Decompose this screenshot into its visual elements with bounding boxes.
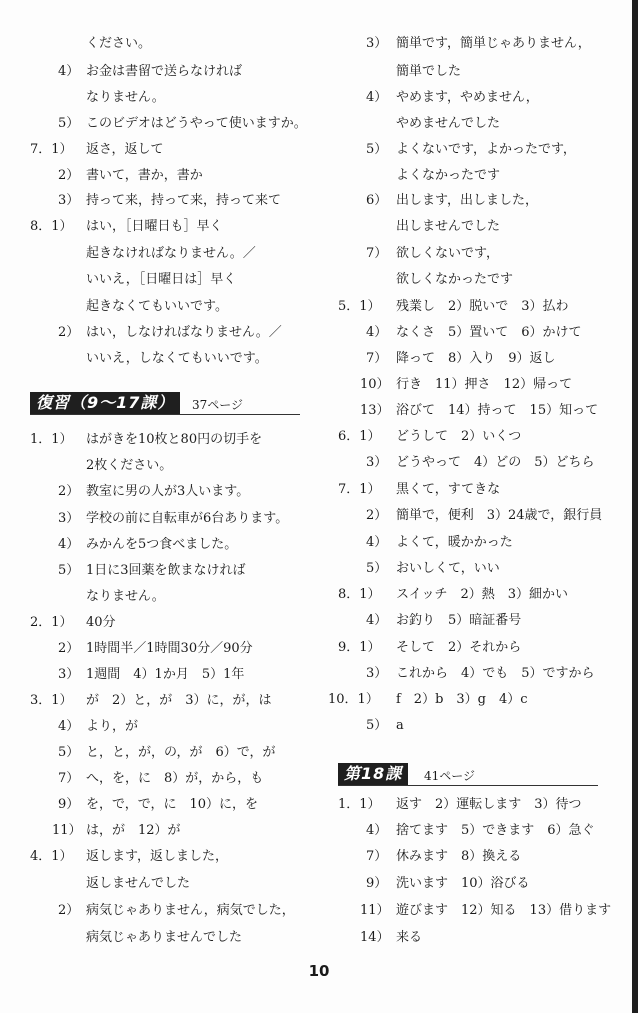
item-marker: 4） [58, 64, 80, 79]
item-marker: 1．1） [338, 797, 381, 812]
page-number: 10 [308, 962, 330, 980]
answer-line: 起きなければなりません。／ [86, 246, 256, 261]
answer-line: 返さ，返して [86, 142, 164, 157]
answer-line: 返します，返しました， [86, 849, 228, 864]
item-marker: 9） [58, 797, 80, 812]
answer-line: お釣り 5）暗証番号 [396, 613, 522, 628]
item-marker: 4） [58, 719, 80, 734]
item-marker: 2） [58, 168, 80, 183]
answer-line: 学校の前に自転車が6台あります。 [86, 511, 289, 526]
answer-line: 書いて，書か，書か [86, 168, 203, 183]
item-marker: 3．1） [30, 693, 73, 708]
answer-line: はい，［日曜日も］早く [86, 219, 223, 234]
item-marker: 4） [366, 90, 388, 105]
item-marker: 3） [58, 193, 80, 208]
answer-line: はい，しなければなりません。／ [86, 325, 282, 340]
item-marker: 4） [366, 325, 388, 340]
answer-line: 1日に3回薬を飲まなければ [86, 563, 246, 578]
item-marker: 5．1） [338, 299, 381, 314]
answer-line: 持って来，持って来，持って来て [86, 193, 282, 208]
item-marker: 4．1） [30, 849, 73, 864]
answer-line: 簡単です，簡単じゃありません， [396, 36, 591, 51]
answer-line: このビデオはどうやって使いますか。 [86, 116, 307, 131]
item-marker: 2） [58, 484, 80, 499]
answer-line: を，で，で，に 10）に，を [86, 797, 259, 812]
answer-line: 病気じゃありませんでした [86, 930, 243, 945]
section-rule [338, 785, 598, 786]
item-marker: 5） [366, 718, 388, 733]
answer-line: スイッチ 2）熱 3）細かい [396, 587, 569, 602]
item-marker: 5） [58, 116, 80, 131]
item-marker: 7） [58, 771, 80, 786]
item-marker: 3） [58, 667, 80, 682]
answer-line: なりません。 [86, 589, 165, 604]
answer-line: よくて，暖かかった [396, 535, 513, 550]
item-marker: 7） [366, 849, 388, 864]
item-marker: 2） [58, 641, 80, 656]
item-marker: 4） [366, 823, 388, 838]
section-page-ref: 37ページ [192, 398, 244, 412]
answer-line: おいしくて，いい [396, 561, 500, 576]
answer-line: いいえ，しなくてもいいです。 [86, 351, 268, 366]
answer-line: いいえ，［日曜日は］早く [86, 272, 237, 287]
answer-line: 簡単で，便利 3）24歳で，銀行員 [396, 508, 603, 523]
item-marker: 7．1） [338, 482, 381, 497]
item-marker: 4） [366, 535, 388, 550]
answer-line: みかんを5つ食べました。 [86, 537, 238, 552]
answer-line: なりません。 [86, 90, 165, 105]
answer-line: よくなかったです [396, 168, 501, 183]
answer-line: 簡単でした [396, 64, 462, 79]
section-rule [30, 414, 300, 415]
answer-line: 返しませんでした [86, 876, 191, 891]
item-marker: 6．1） [338, 429, 381, 444]
answer-line: 遊びます 12）知る 13）借ります [396, 903, 612, 918]
answer-line: やめませんでした [396, 116, 501, 131]
answer-line: 浴びて 14）持って 15）知って [396, 403, 599, 418]
answer-line: へ，を，に 8）が，から，も [86, 771, 264, 786]
answer-line: 残業し 2）脱いで 3）払わ [396, 299, 569, 314]
item-marker: 2） [58, 903, 80, 918]
answer-line: 休みます 8）換える [396, 849, 522, 864]
item-marker: 8．1） [338, 587, 381, 602]
answer-line: 黒くて，すてきな [396, 482, 501, 497]
answer-line: 欲しくないです， [396, 246, 499, 261]
item-marker: 14） [360, 930, 390, 945]
answer-line: f 2）b 3）g 4）c [396, 692, 528, 707]
answer-line: 40分 [86, 615, 116, 630]
item-marker: 2．1） [30, 615, 73, 630]
answer-line: 捨てます 5）できます 6）急ぐ [396, 823, 595, 838]
answer-line: 来る [396, 930, 423, 945]
section-title-lesson-18: 第18課 [338, 763, 408, 785]
item-marker: 11） [52, 823, 82, 838]
answer-line: どうして 2）いくつ [396, 429, 522, 444]
answer-line: 出しませんでした [396, 219, 501, 234]
item-marker: 3） [366, 666, 388, 681]
item-marker: 7） [366, 351, 388, 366]
answer-line: やめます，やめません， [396, 90, 539, 105]
answer-line: a [396, 718, 404, 733]
item-marker: 5） [366, 142, 388, 157]
answer-line: どうやって 4）どの 5）どちら [396, 455, 595, 470]
page-edge-shadow [632, 0, 638, 1013]
answer-line: は，が 12）が [86, 823, 181, 838]
answer-line: 欲しくなかったです [396, 272, 514, 287]
item-marker: 3） [58, 511, 80, 526]
answer-line: ください。 [86, 36, 152, 51]
answer-line: 教室に男の人が3人います。 [86, 484, 250, 499]
item-marker: 10） [360, 377, 390, 392]
item-marker: 3） [366, 455, 388, 470]
item-marker: 9．1） [338, 640, 381, 655]
answer-line: 1週間 4）1か月 5）1年 [86, 667, 245, 682]
answer-line: なくさ 5）置いて 6）かけて [396, 325, 582, 340]
item-marker: 4） [58, 537, 80, 552]
item-marker: 9） [366, 876, 388, 891]
answer-line: 1時間半／1時間30分／90分 [86, 641, 253, 656]
answer-line: 2枚ください。 [86, 458, 173, 473]
answer-line: よくないです，よかったです， [396, 142, 576, 157]
item-marker: 2） [58, 325, 80, 340]
answer-line: 降って 8）入り 9）返し [396, 351, 556, 366]
item-marker: 1．1） [30, 432, 73, 447]
answer-line: が 2）と，が 3）に，が，は [86, 693, 272, 708]
item-marker: 5） [58, 563, 80, 578]
item-marker: 5） [58, 745, 80, 760]
item-marker: 6） [366, 193, 388, 208]
answer-line: 起きなくてもいいです。 [86, 299, 228, 314]
answer-line: と，と，が，の，が 6）で，が [86, 745, 276, 760]
item-marker: 2） [366, 508, 388, 523]
answer-line: 病気じゃありません，病気でした， [86, 903, 295, 918]
answer-line: これから 4）でも 5）ですから [396, 666, 595, 681]
item-marker: 4） [366, 613, 388, 628]
section-title-review: 復習（9〜17課） [30, 392, 180, 414]
item-marker: 11） [360, 903, 390, 918]
answer-line: はがきを10枚と80円の切手を [86, 432, 263, 447]
item-marker: 7．1） [30, 142, 73, 157]
answer-line: 出します，出しました， [396, 193, 538, 208]
answer-line: 返す 2）運転します 3）待つ [396, 797, 582, 812]
item-marker: 3） [366, 36, 388, 51]
answer-line: より，が [86, 719, 139, 734]
answer-line: お金は書留で送らなければ [86, 64, 243, 79]
section-page-ref: 41ページ [424, 769, 476, 783]
answer-line: そして 2）それから [396, 640, 522, 655]
item-marker: 7） [366, 246, 388, 261]
item-marker: 8．1） [30, 219, 73, 234]
answer-line: 行き 11）押さ 12）帰って [396, 377, 573, 392]
item-marker: 5） [366, 561, 388, 576]
item-marker: 10．1） [328, 692, 379, 707]
answer-line: 洗います 10）浴びる [396, 876, 530, 891]
item-marker: 13） [360, 403, 390, 418]
